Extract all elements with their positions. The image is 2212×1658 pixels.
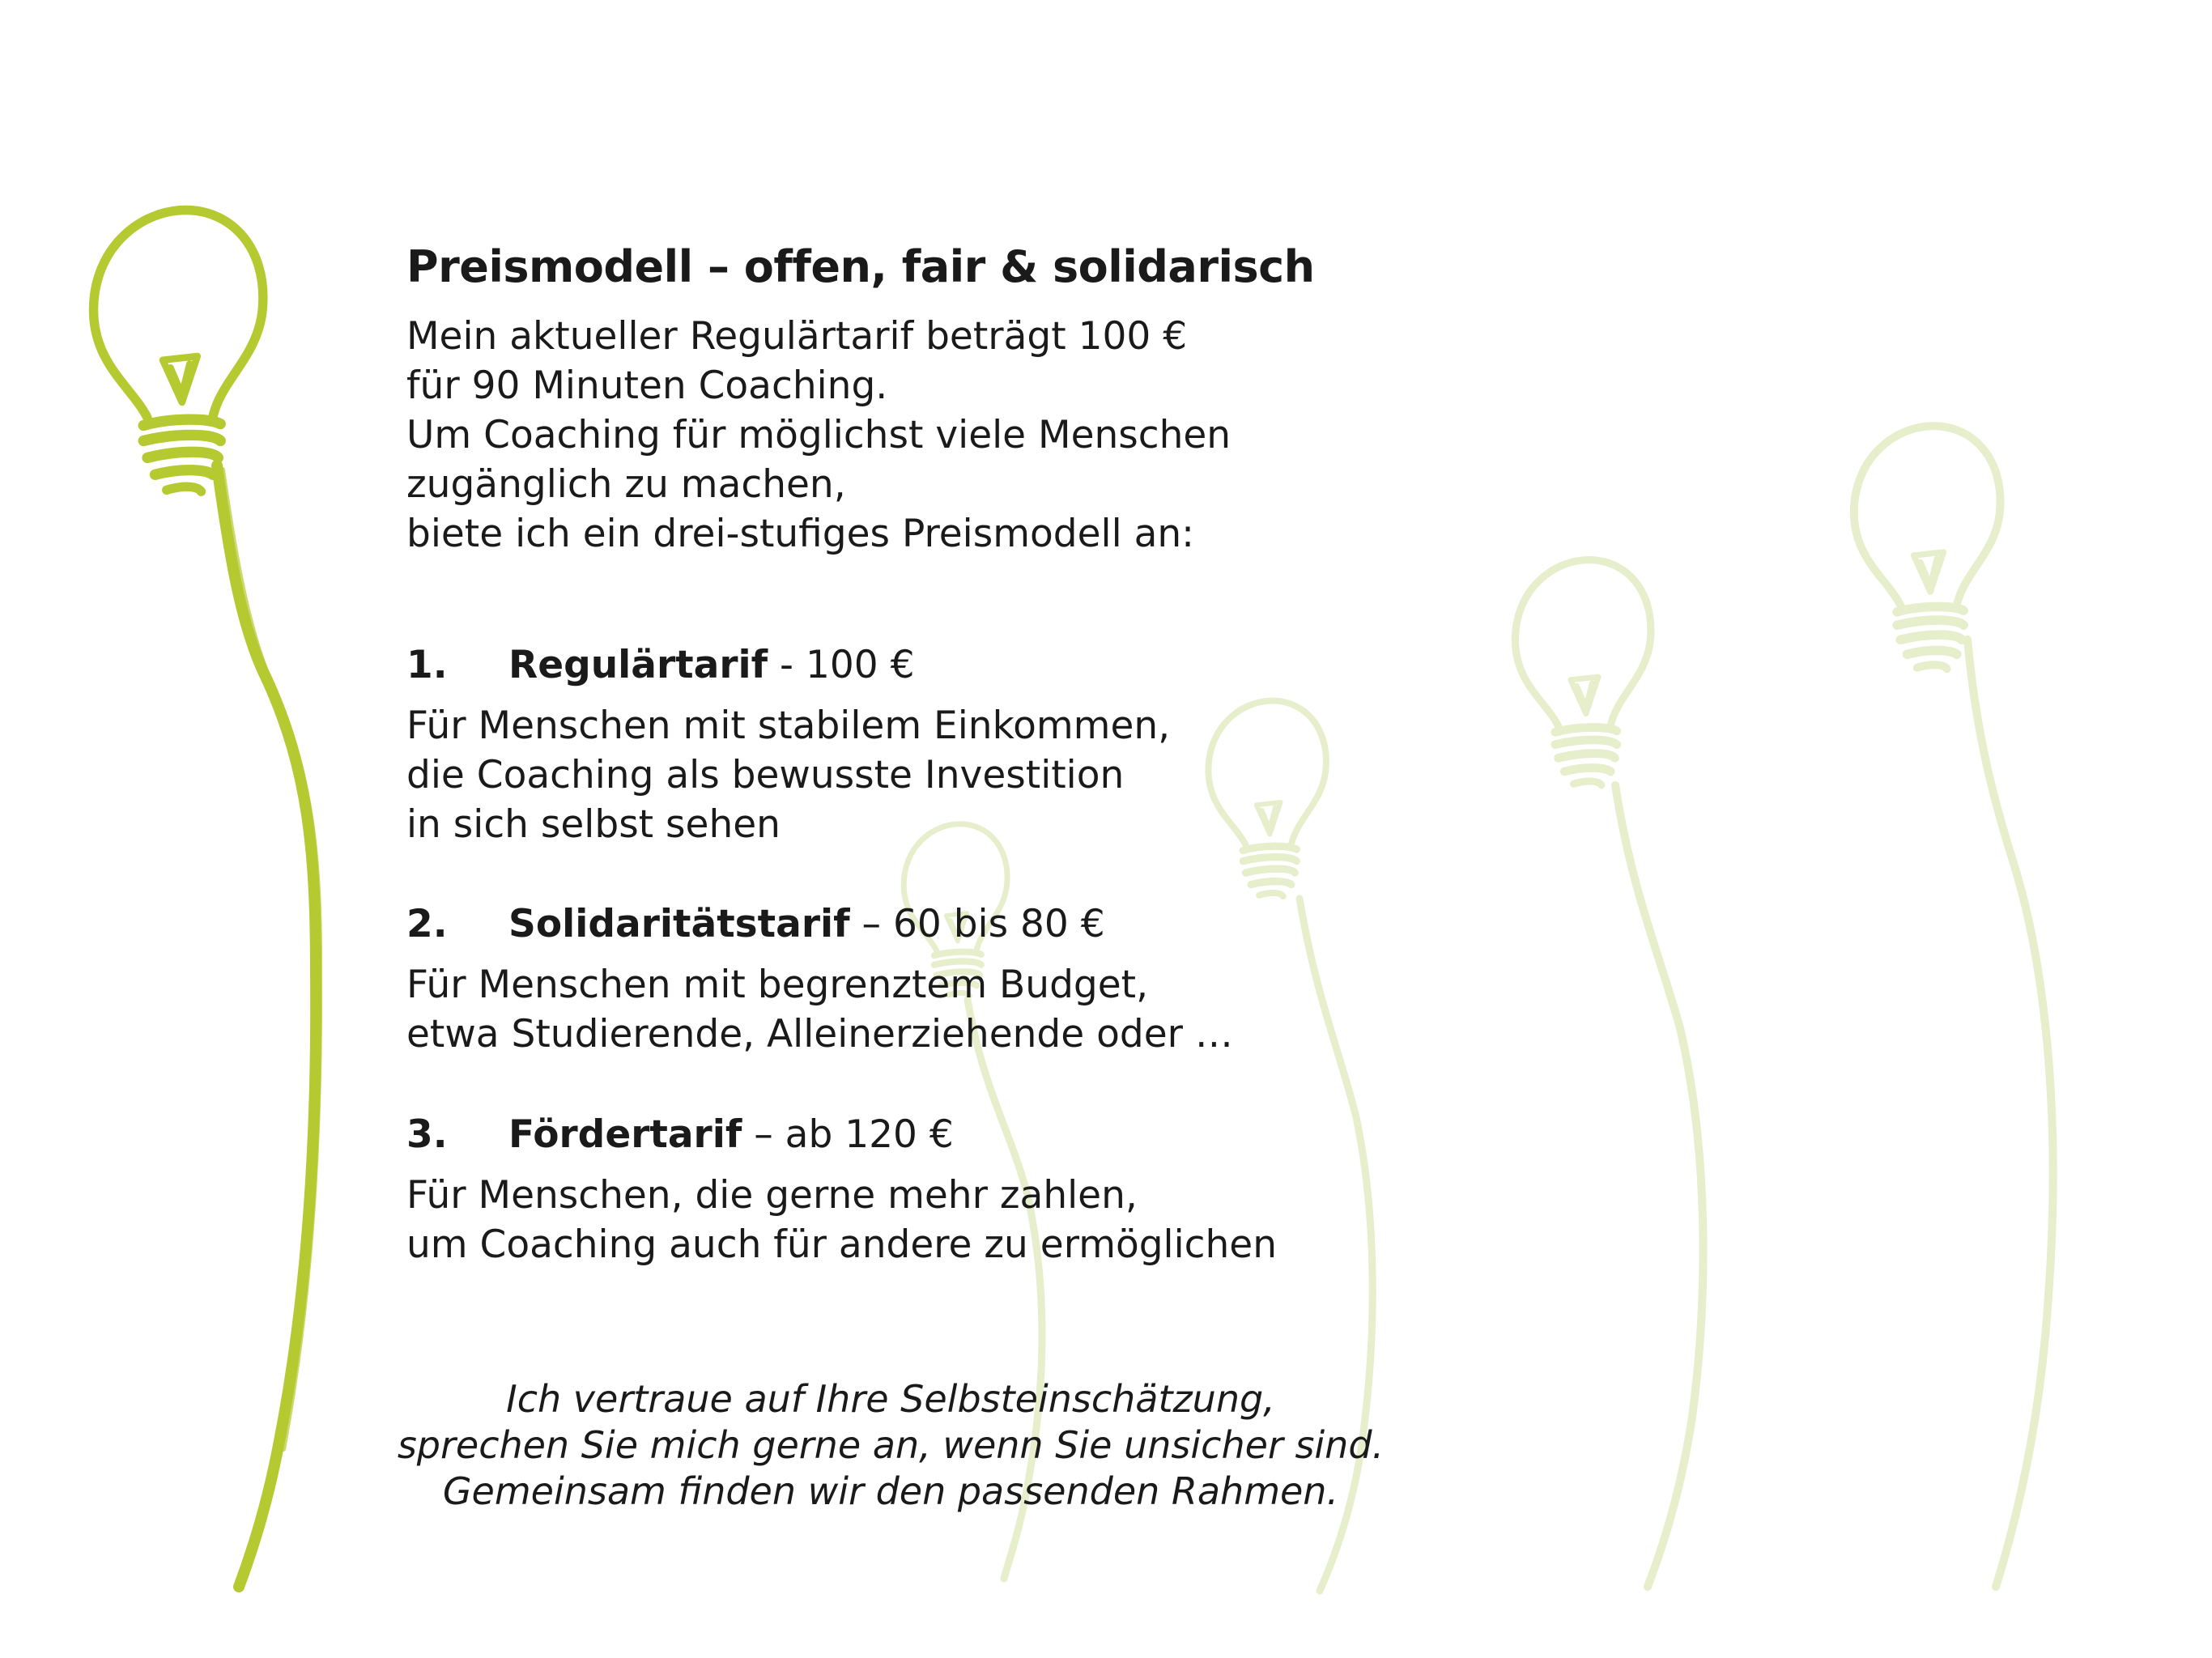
- tier-support: [406, 1110, 1277, 1269]
- tier-number: 2.: [406, 902, 448, 946]
- tier-name: Fördertarif: [508, 1112, 742, 1157]
- tier-description: [406, 701, 1170, 849]
- closing-line: Ich vertraue auf Ihre Selbsteinschätzung,: [506, 1377, 1275, 1421]
- tier-heading: [406, 1110, 1277, 1159]
- tier-description-line: in sich selbst sehen: [406, 802, 781, 847]
- lightbulb-icon: [1854, 426, 2053, 1587]
- tier-description-line: Für Menschen, die gerne mehr zahlen,: [406, 1173, 1138, 1218]
- tier-number: 3.: [406, 1112, 448, 1157]
- closing-note: [243, 1376, 1538, 1515]
- tier-description-line: die Coaching als bewusste Investition: [406, 753, 1125, 797]
- tier-heading: [406, 640, 1170, 690]
- tier-name: Solidaritätstarif: [508, 902, 850, 946]
- lightbulb-icon: [1515, 560, 1703, 1587]
- tier-description-line: Für Menschen mit begrenztem Budget,: [406, 963, 1149, 1007]
- tier-price: - 100 €: [768, 643, 915, 687]
- tier-description: [406, 1171, 1277, 1269]
- tier-price: – ab 120 €: [742, 1112, 954, 1157]
- tier-description-line: Für Menschen mit stabilem Einkommen,: [406, 704, 1171, 748]
- pricing-content: [406, 239, 1419, 1267]
- intro-line: für 90 Minuten Coaching.: [406, 363, 888, 408]
- tier-description-line: um Coaching auch für andere zu ermöglichen: [406, 1222, 1278, 1267]
- tier-price: – 60 bis 80 €: [849, 902, 1105, 946]
- tier-regular: [406, 640, 1170, 849]
- intro-line: Mein aktueller Regulärtarif beträgt 100 €: [406, 314, 1188, 359]
- intro-text: [406, 312, 1419, 559]
- closing-line: sprechen Sie mich gerne an, wenn Sie unsicher sind.: [397, 1423, 1385, 1467]
- intro-line: Um Coaching für möglichst viele Menschen: [406, 413, 1231, 457]
- tier-number: 1.: [406, 643, 448, 687]
- tier-solidarity: [406, 899, 1233, 1059]
- intro-line: biete ich ein drei-stufiges Preismodell an:: [406, 512, 1195, 556]
- closing-line: Gemeinsam finden wir den passenden Rahmen.: [442, 1469, 1339, 1513]
- tier-description-line: etwa Studierende, Alleinerziehende oder …: [406, 1012, 1233, 1056]
- page-title: Preismodell – offen, fair & solidarisch: [406, 241, 1315, 292]
- tier-heading: [406, 899, 1233, 949]
- intro-line: zugänglich zu machen,: [406, 462, 846, 507]
- tier-description: [406, 960, 1233, 1059]
- tier-name: Regulärtarif: [508, 643, 768, 687]
